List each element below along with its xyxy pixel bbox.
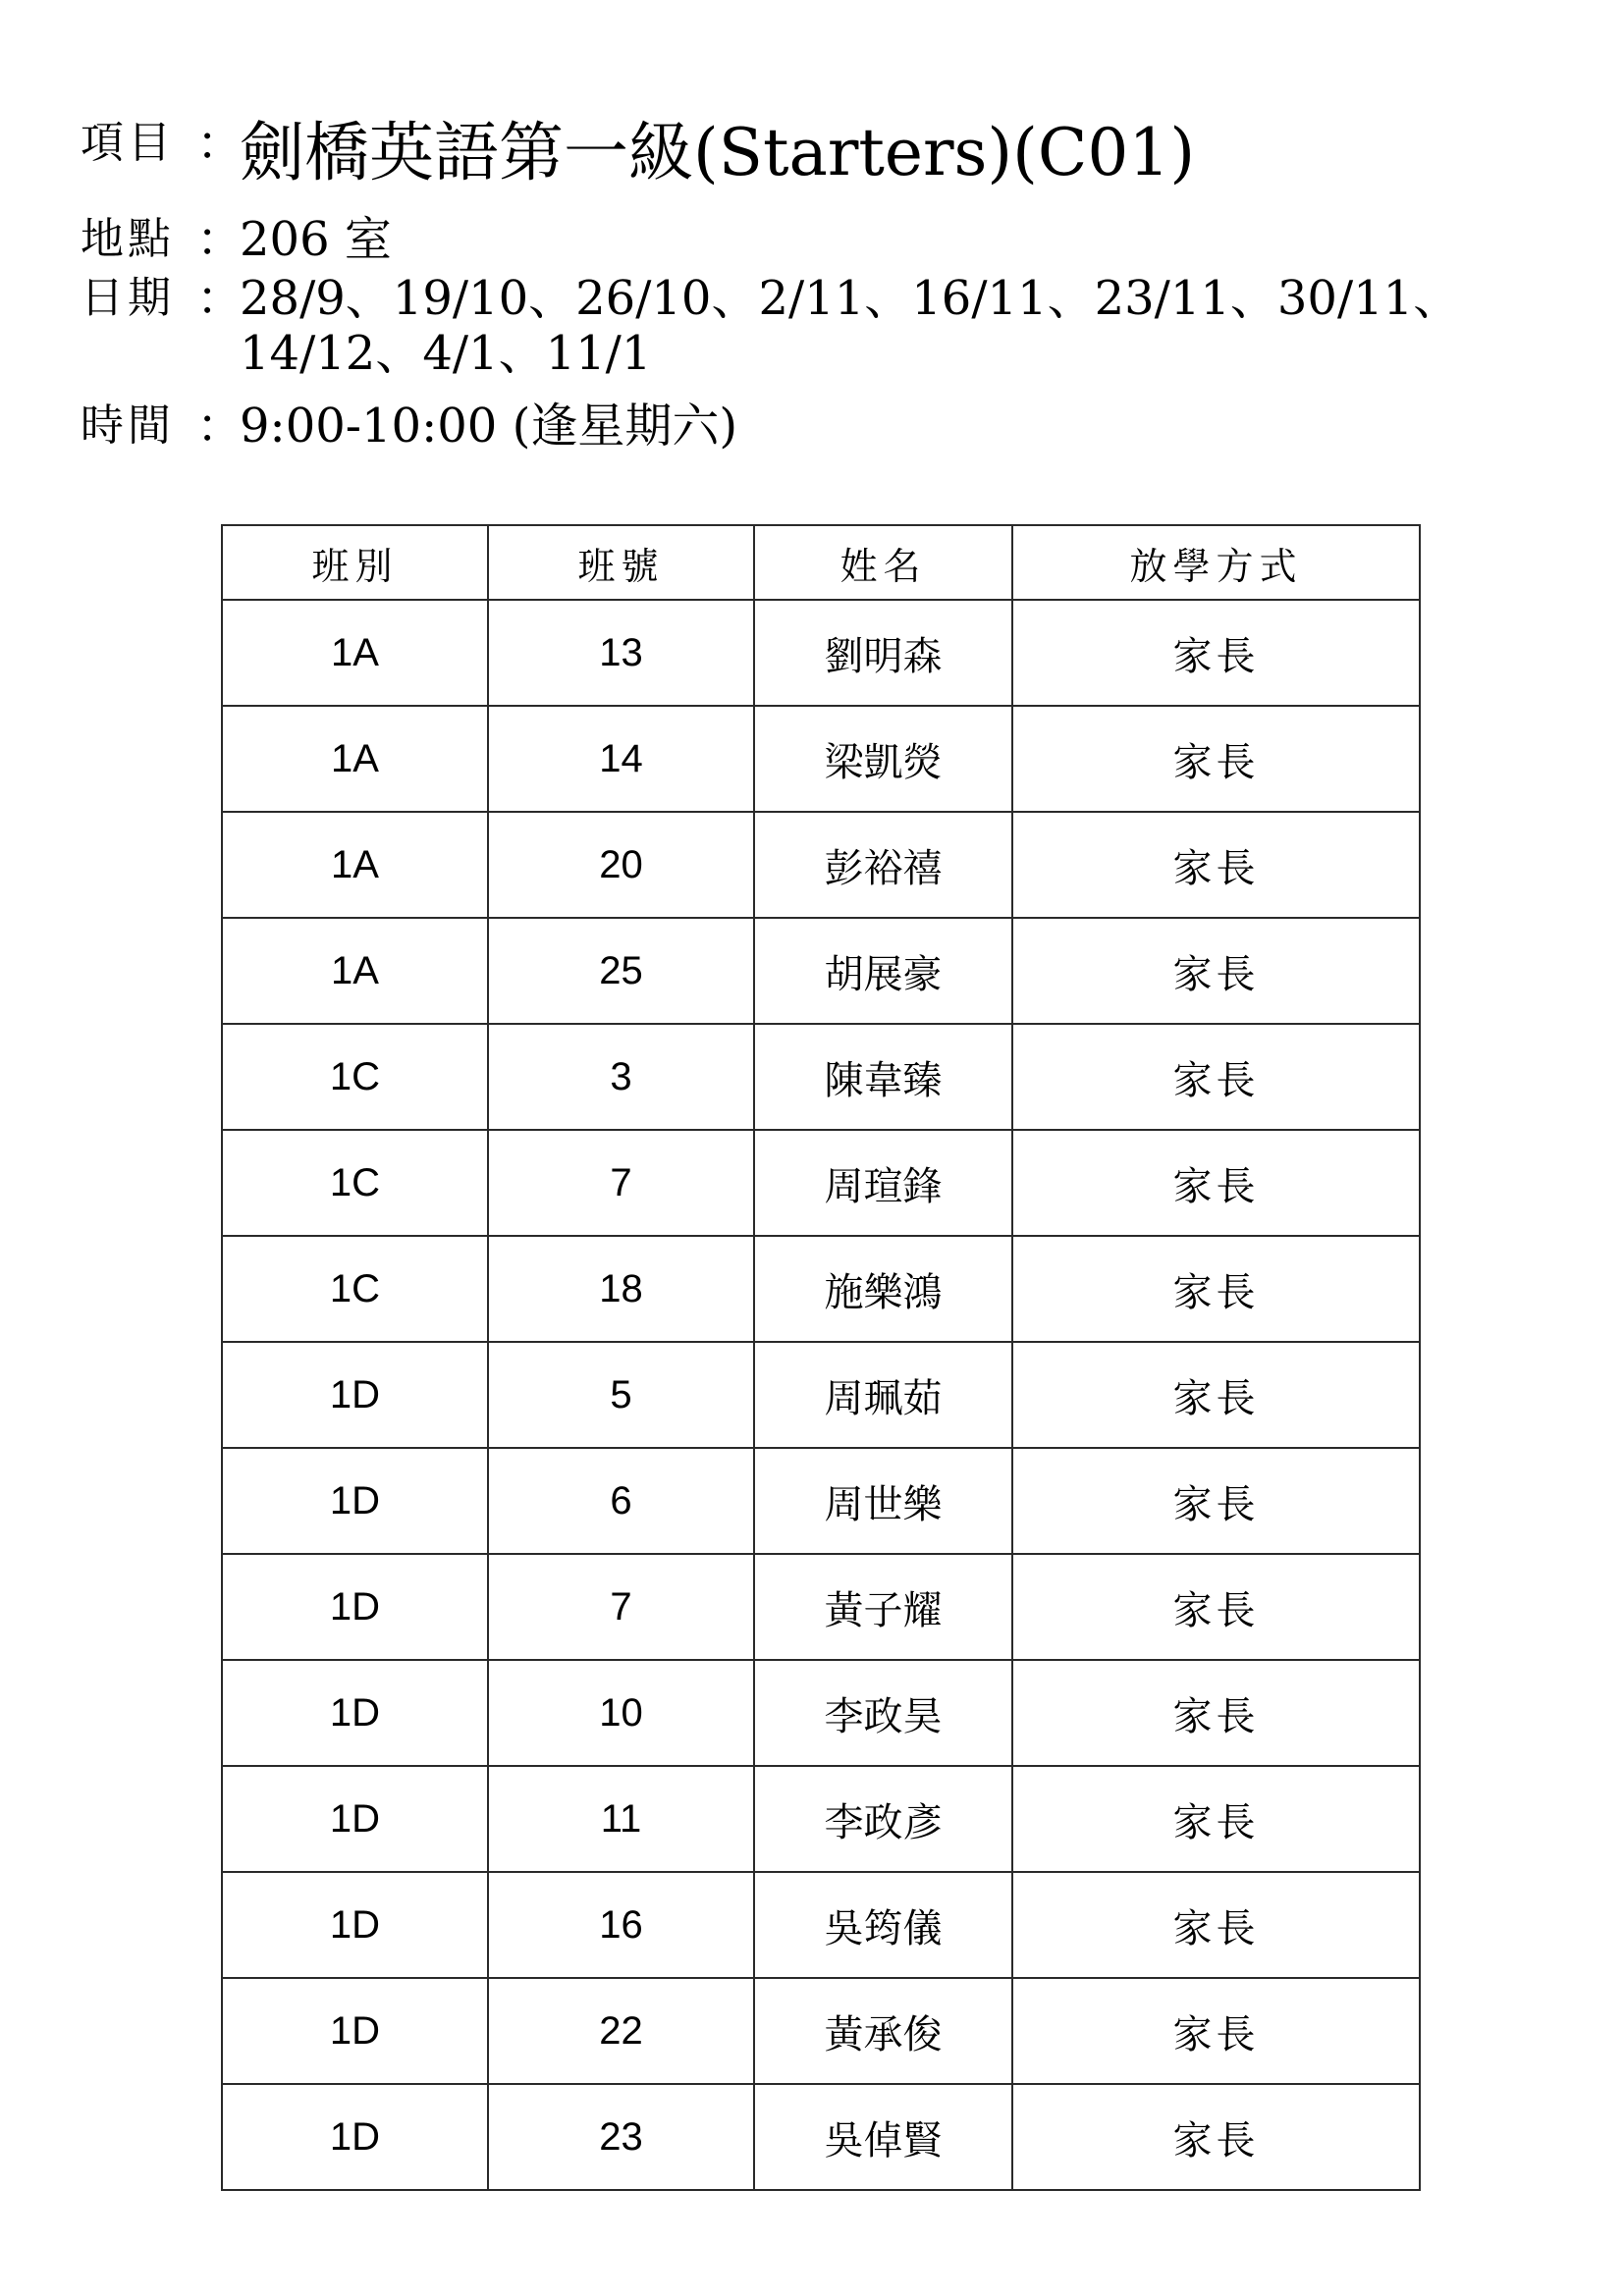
class-cell: 1D xyxy=(222,2084,488,2190)
location-value: 206 室 xyxy=(240,212,392,267)
student-name-cell: 吳筠儀 xyxy=(754,1872,1012,1978)
class-number-cell: 25 xyxy=(488,918,754,1024)
table-row xyxy=(222,1342,1420,1448)
class-cell: 1D xyxy=(222,1978,488,2084)
item-label: 項目 xyxy=(81,118,175,168)
student-name-cell: 胡展豪 xyxy=(754,918,1012,1024)
dismissal-method-cell: 家長 xyxy=(1012,1872,1420,1978)
class-cell: 1A xyxy=(222,918,488,1024)
item-line xyxy=(81,116,1573,190)
class-cell: 1D xyxy=(222,1660,488,1766)
class-cell: 1D xyxy=(222,1554,488,1660)
dismissal-method-cell: 家長 xyxy=(1012,1978,1420,2084)
table-header-row xyxy=(222,525,1420,600)
class-number-cell: 14 xyxy=(488,706,754,812)
dismissal-method-cell: 家長 xyxy=(1012,706,1420,812)
dismissal-method-cell: 家長 xyxy=(1012,1554,1420,1660)
student-roster-table xyxy=(221,524,1421,2191)
date-line xyxy=(81,271,1573,381)
class-number-cell: 16 xyxy=(488,1872,754,1978)
table-row xyxy=(222,2084,1420,2190)
class-cell: 1A xyxy=(222,812,488,918)
class-cell: 1A xyxy=(222,706,488,812)
dismissal-method-cell: 家長 xyxy=(1012,600,1420,706)
table-row xyxy=(222,1766,1420,1872)
location-line xyxy=(81,212,1573,267)
student-name-cell: 梁凱熒 xyxy=(754,706,1012,812)
table-row xyxy=(222,918,1420,1024)
dismissal-method-cell: 家長 xyxy=(1012,1130,1420,1236)
student-name-cell: 周珮茹 xyxy=(754,1342,1012,1448)
student-name-cell: 彭裕禧 xyxy=(754,812,1012,918)
table-row xyxy=(222,812,1420,918)
dismissal-method-cell: 家長 xyxy=(1012,812,1420,918)
table-row xyxy=(222,706,1420,812)
dismissal-method-cell: 家長 xyxy=(1012,1024,1420,1130)
date-value xyxy=(240,271,1545,381)
dismissal-method-cell: 家長 xyxy=(1012,1766,1420,1872)
class-number-cell: 5 xyxy=(488,1342,754,1448)
table-row xyxy=(222,1448,1420,1554)
item-colon: ： xyxy=(196,116,244,171)
student-name-cell: 周瑄鋒 xyxy=(754,1130,1012,1236)
table-row xyxy=(222,1660,1420,1766)
student-name-cell: 吳倬賢 xyxy=(754,2084,1012,2190)
class-cell: 1D xyxy=(222,1342,488,1448)
table-row xyxy=(222,1024,1420,1130)
student-name-cell: 黃承俊 xyxy=(754,1978,1012,2084)
class-number-cell: 18 xyxy=(488,1236,754,1342)
class-number-cell: 22 xyxy=(488,1978,754,2084)
table-row xyxy=(222,1978,1420,2084)
student-name-cell: 陳韋臻 xyxy=(754,1024,1012,1130)
time-colon: ： xyxy=(196,399,244,454)
time-line xyxy=(81,399,1573,454)
student-name-cell: 黃子耀 xyxy=(754,1554,1012,1660)
dismissal-method-cell: 家長 xyxy=(1012,918,1420,1024)
date-value-line1: 28/9、19/10、26/10、2/11、16/11、23/11、30/11、 xyxy=(240,271,1461,326)
class-number-cell: 23 xyxy=(488,2084,754,2190)
student-name-cell: 李政昊 xyxy=(754,1660,1012,1766)
class-cell: 1D xyxy=(222,1872,488,1978)
location-label: 地點 xyxy=(81,214,175,264)
dismissal-method-cell: 家長 xyxy=(1012,1660,1420,1766)
dismissal-method-cell: 家長 xyxy=(1012,2084,1420,2190)
class-cell: 1C xyxy=(222,1130,488,1236)
student-name-cell: 周世樂 xyxy=(754,1448,1012,1554)
class-cell: 1C xyxy=(222,1236,488,1342)
date-value-line2: 14/12、4/1、11/1 xyxy=(240,326,652,381)
column-header-class-number: 班號 xyxy=(488,525,754,600)
student-name-cell: 李政彥 xyxy=(754,1766,1012,1872)
class-cell: 1A xyxy=(222,600,488,706)
class-number-cell: 10 xyxy=(488,1660,754,1766)
class-cell: 1D xyxy=(222,1766,488,1872)
column-header-class: 班別 xyxy=(222,525,488,600)
student-name-cell: 劉明森 xyxy=(754,600,1012,706)
dismissal-method-cell: 家長 xyxy=(1012,1342,1420,1448)
class-number-cell: 3 xyxy=(488,1024,754,1130)
class-number-cell: 11 xyxy=(488,1766,754,1872)
table-row xyxy=(222,1554,1420,1660)
time-value: 9:00-10:00 (逢星期六) xyxy=(240,399,738,454)
document-header xyxy=(81,116,1573,454)
class-number-cell: 7 xyxy=(488,1130,754,1236)
location-colon: ： xyxy=(196,212,244,267)
class-number-cell: 13 xyxy=(488,600,754,706)
class-number-cell: 7 xyxy=(488,1554,754,1660)
class-number-cell: 6 xyxy=(488,1448,754,1554)
table-row xyxy=(222,1872,1420,1978)
dismissal-method-cell: 家長 xyxy=(1012,1448,1420,1554)
table-row xyxy=(222,1236,1420,1342)
date-label: 日期 xyxy=(81,273,175,323)
class-cell: 1C xyxy=(222,1024,488,1130)
class-cell: 1D xyxy=(222,1448,488,1554)
column-header-name: 姓名 xyxy=(754,525,1012,600)
class-number-cell: 20 xyxy=(488,812,754,918)
date-colon: ： xyxy=(196,271,244,326)
time-label: 時間 xyxy=(81,400,175,451)
table-row xyxy=(222,1130,1420,1236)
column-header-dismissal-method: 放學方式 xyxy=(1012,525,1420,600)
student-name-cell: 施樂鴻 xyxy=(754,1236,1012,1342)
item-value: 劍橋英語第一級(Starters)(C01) xyxy=(240,115,1196,190)
table-row xyxy=(222,600,1420,706)
dismissal-method-cell: 家長 xyxy=(1012,1236,1420,1342)
